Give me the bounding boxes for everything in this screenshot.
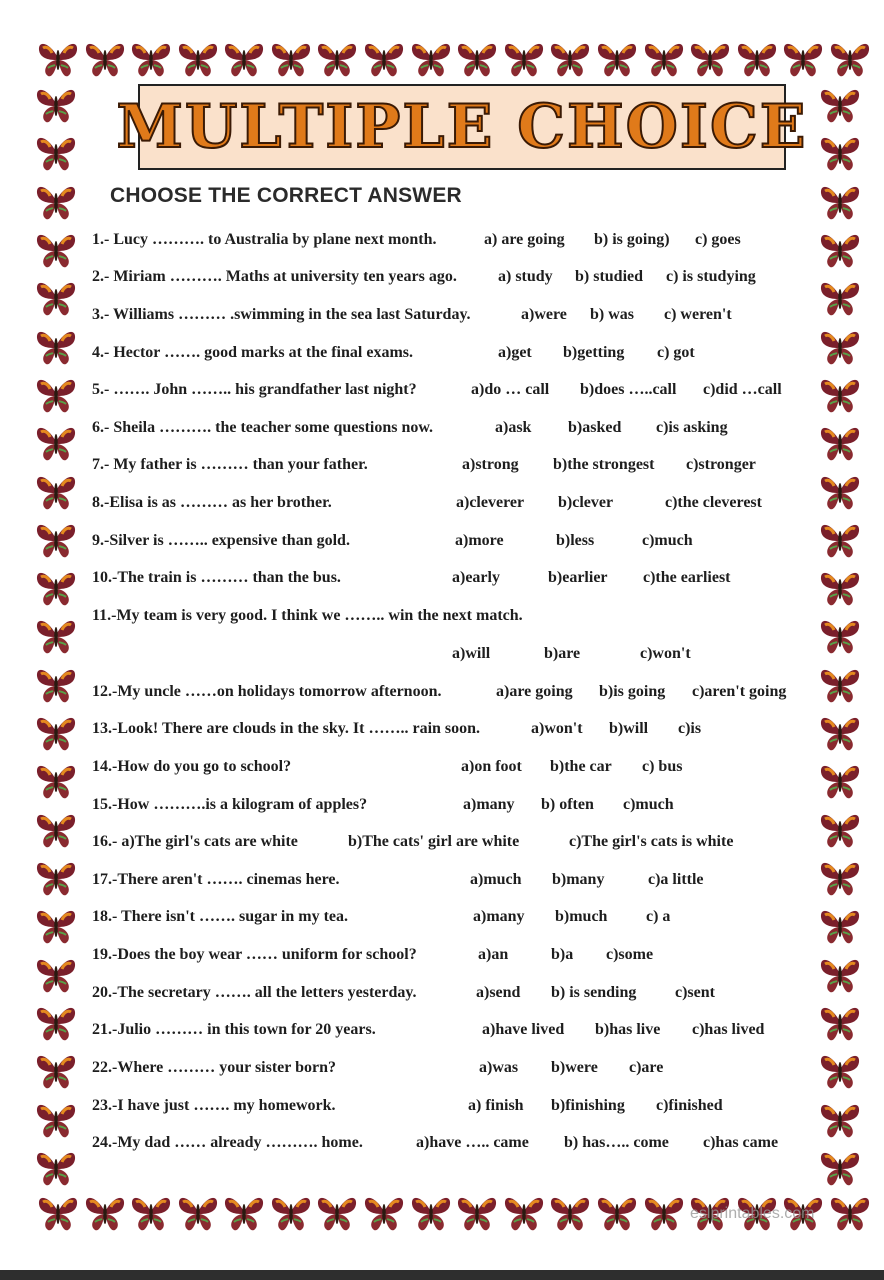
question-prompt: 15.-How ……….is a kilogram of apples? [92,796,368,813]
butterfly-icon [176,1192,220,1234]
question-row [0,1015,884,1045]
question-prompt: 6.- Sheila ………. the teacher some questions now. [92,419,434,436]
butterfly-icon [315,38,359,80]
butterfly-icon [222,1192,266,1234]
watermark: eslprintables.com [690,1205,815,1222]
question-row [0,601,884,631]
question-row [0,940,884,970]
option-c: c)sent [675,984,715,1001]
question-prompt: 11.-My team is very good. I think we …….. win the next match. [92,607,523,624]
question-prompt: 23.-I have just ……. my homework. [92,1097,336,1114]
question-row [0,865,884,895]
question-prompt: 4.- Hector ……. good marks at the final exams. [92,344,413,361]
question-row [0,262,884,292]
option-b: b) studied [575,268,644,285]
question-row [0,714,884,744]
question-prompt: 10.-The train is ……… than the bus. [92,569,341,586]
butterfly-icon [828,1192,872,1234]
option-a: a) finish [468,1097,524,1114]
question-prompt: 7.- My father is ……… than your father. [92,456,368,473]
butterfly-icon [269,38,313,80]
option-b: b)finishing [551,1097,625,1114]
butterfly-icon [36,1192,80,1234]
butterfly-icon [409,1192,453,1234]
option-a: a) study [498,268,553,285]
question-row [0,338,884,368]
option-c: c)The girl's cats is white [569,833,734,850]
butterfly-icon [34,132,78,174]
butterfly-icon [455,38,499,80]
option-b: b)will [609,720,649,737]
question-prompt: 18.- There isn't ……. sugar in my tea. [92,908,349,925]
butterfly-icon [315,1192,359,1234]
butterfly-icon [595,38,639,80]
option-a: a)are going [496,683,573,700]
option-c: c) goes [695,231,741,248]
question-row [0,563,884,593]
butterfly-icon [129,1192,173,1234]
option-c: c)the cleverest [665,494,762,511]
option-a: a)an [478,946,509,963]
butterfly-icon [688,38,732,80]
option-b: b)the car [550,758,612,775]
option-c: c)won't [640,645,691,662]
butterfly-icon [455,1192,499,1234]
question-prompt: 3.- Williams ……… .swimming in the sea last Saturday. [92,306,471,323]
question-row [0,639,884,669]
option-c: c)stronger [686,456,756,473]
option-a: a)many [473,908,525,925]
option-a: a)on foot [461,758,522,775]
question-row [0,225,884,255]
question-row [0,827,884,857]
instruction-heading: CHOOSE THE CORRECT ANSWER [110,184,462,207]
butterfly-icon [828,38,872,80]
question-prompt: 5.- ……. John …….. his grandfather last night? [92,381,417,398]
question-row [0,375,884,405]
option-b: b)does …..call [580,381,677,398]
option-a: a)more [455,532,504,549]
option-c: c)finished [656,1097,723,1114]
option-b: b)asked [568,419,622,436]
option-b: b)getting [563,344,625,361]
option-a: a)were [521,306,567,323]
option-c: c)a little [648,871,704,888]
option-c: c) is studying [666,268,756,285]
butterfly-icon [818,84,862,126]
butterfly-icon [502,38,546,80]
butterfly-icon [176,38,220,80]
option-b: b)less [556,532,595,549]
butterfly-border-top [36,38,872,80]
option-c: c)has lived [692,1021,765,1038]
butterfly-icon [269,1192,313,1234]
question-row [0,1053,884,1083]
question-prompt: 8.-Elisa is as ……… as her brother. [92,494,332,511]
butterfly-icon [735,38,779,80]
option-a: a)do … call [471,381,550,398]
butterfly-icon [818,132,862,174]
option-b: b)has live [595,1021,661,1038]
option-a: a)much [470,871,522,888]
option-b: b) has….. come [564,1134,669,1151]
option-a: a)cleverer [456,494,525,511]
question-row [0,450,884,480]
option-c: c)has came [703,1134,779,1151]
question-prompt: 2.- Miriam ………. Maths at university ten years ago. [92,268,457,285]
butterfly-icon [818,181,862,223]
question-row [0,1128,884,1158]
option-c: c)did …call [703,381,782,398]
question-prompt: 13.-Look! There are clouds in the sky. It …….. rain soon. [92,720,481,737]
question-row [0,902,884,932]
option-c: c) got [657,344,695,361]
option-a: a)have lived [482,1021,565,1038]
option-a: a)get [498,344,532,361]
question-prompt: 22.-Where ……… your sister born? [92,1059,336,1076]
option-c: c)aren't going [692,683,787,700]
butterfly-icon [34,181,78,223]
butterfly-icon [642,38,686,80]
question-prompt: 24.-My dad …… already ………. home. [92,1134,363,1151]
butterfly-icon [34,84,78,126]
bottom-bar [0,1270,884,1280]
question-row [0,790,884,820]
option-c: c)are [629,1059,664,1076]
option-b: b) often [541,796,594,813]
option-b: b)were [551,1059,598,1076]
butterfly-icon [129,38,173,80]
option-a: a)have ….. came [416,1134,529,1151]
butterfly-icon [36,38,80,80]
option-c: c)is [678,720,702,737]
question-row [0,978,884,1008]
butterfly-icon [781,38,825,80]
butterfly-icon [548,38,592,80]
butterfly-icon [362,38,406,80]
question-prompt: 17.-There aren't ……. cinemas here. [92,871,340,888]
butterfly-icon [409,38,453,80]
butterfly-icon [642,1192,686,1234]
option-c: c) weren't [664,306,732,323]
option-a: a) are going [484,231,565,248]
option-a: a)early [452,569,500,586]
question-prompt: 19.-Does the boy wear …… uniform for school? [92,946,417,963]
question-row [0,752,884,782]
question-row [0,300,884,330]
question-prompt: 12.-My uncle ……on holidays tomorrow afternoon. [92,683,442,700]
page-title: MULTIPLE CHOICE [116,92,808,162]
question-prompt: 1.- Lucy ………. to Australia by plane next month. [92,231,437,248]
option-c: c)some [606,946,654,963]
title-banner [116,84,808,170]
question-row [0,413,884,443]
option-b: b)are [544,645,581,662]
question-prompt: 14.-How do you go to school? [92,758,292,775]
question-row [0,677,884,707]
option-c: c) bus [642,758,683,775]
option-c: c) a [646,908,671,925]
question-prompt: 16.- a)The girl's cats are white [92,833,298,850]
option-a: a)strong [462,456,519,473]
question-prompt: 9.-Silver is …….. expensive than gold. [92,532,350,549]
question-prompt: 21.-Julio ……… in this town for 20 years. [92,1021,376,1038]
option-b: b) was [590,306,635,323]
option-b: b)earlier [548,569,608,586]
option-b: b)much [555,908,608,925]
question-row [0,526,884,556]
question-row [0,488,884,518]
option-b: b) is going) [594,231,670,248]
option-b: b) is sending [551,984,637,1001]
option-a: a)many [463,796,515,813]
option-a: a)was [479,1059,519,1076]
option-a: b)The cats' girl are white [348,833,520,850]
question-row [0,1091,884,1121]
option-a: a)ask [495,419,532,436]
option-c: c)much [623,796,674,813]
question-prompt: 20.-The secretary ……. all the letters yesterday. [92,984,417,1001]
butterfly-icon [222,38,266,80]
option-b: b)many [552,871,605,888]
option-a: a)won't [531,720,583,737]
butterfly-icon [362,1192,406,1234]
butterfly-icon [83,1192,127,1234]
option-a: a)send [476,984,521,1001]
option-b: b)the strongest [553,456,655,473]
option-b: b)is going [599,683,666,700]
option-b: b)clever [558,494,614,511]
option-a: a)will [452,645,491,662]
butterfly-icon [595,1192,639,1234]
option-c: c)the earliest [643,569,731,586]
butterfly-icon [83,38,127,80]
option-b: b)a [551,946,574,963]
butterfly-icon [548,1192,592,1234]
option-c: c)is asking [656,419,728,436]
option-c: c)much [642,532,693,549]
butterfly-icon [502,1192,546,1234]
